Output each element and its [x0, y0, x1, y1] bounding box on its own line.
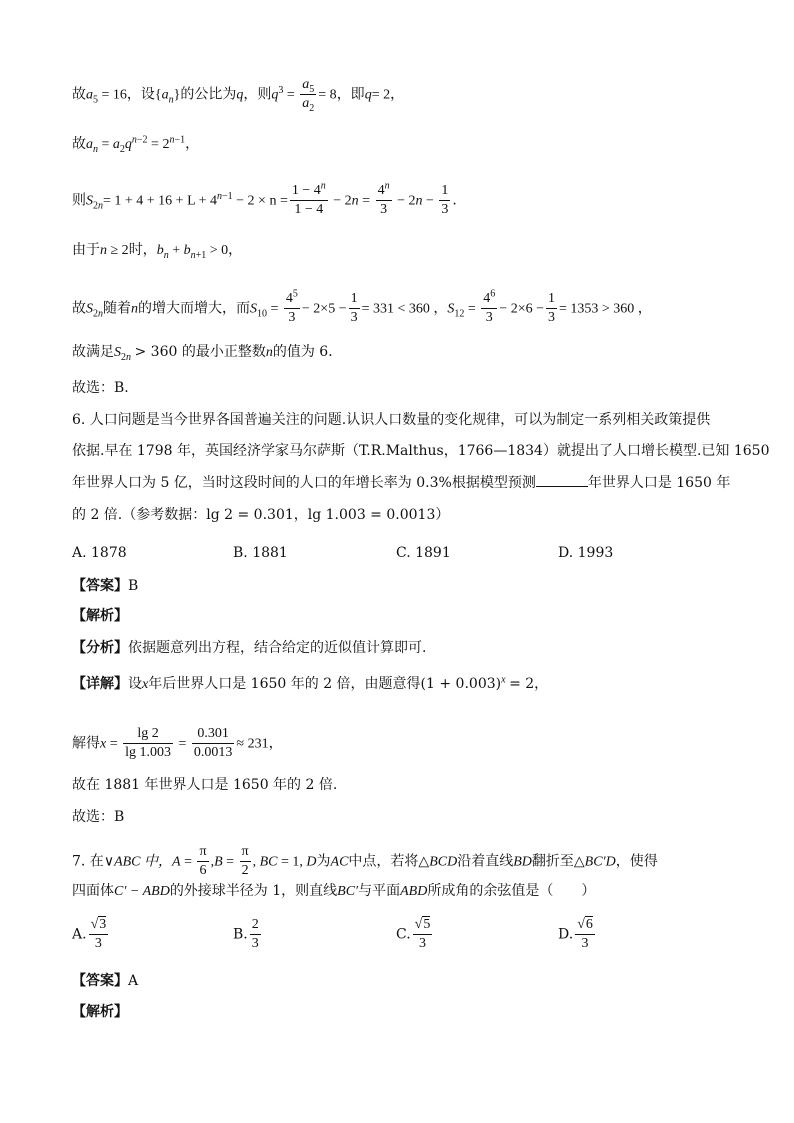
q6-option-a: A. 1878	[72, 545, 127, 561]
option-label: A.	[72, 926, 87, 943]
option-label: D.	[558, 926, 574, 943]
q6-stem-line4: 的 2 倍.（参考数据：lg 2 = 0.301，lg 1.003 = 0.0013）	[72, 507, 450, 523]
xiangjie-tag: 【详解】	[72, 676, 128, 692]
solution-line-a5: 故$a_5 = 16$，设$\{a_n\}$的公比为q，则$q^3$ = $\frac{a_5}{a_2}$ = 8，即q= 2，	[72, 77, 405, 114]
fraction-2-3: $\frac{2}{3}$	[251, 917, 259, 951]
fraction: $\frac{1}{3}$	[547, 291, 555, 325]
fraction: $\frac{1 - 4^n}{1 - 4}$	[291, 180, 326, 217]
text: 的公比为	[180, 86, 237, 103]
text: 的值为 6．	[272, 344, 343, 360]
text: − 2 × n =	[236, 193, 288, 209]
text: − 2×5 −	[301, 301, 347, 317]
text: − 2×6 −	[499, 301, 544, 317]
fraction: $\frac{4^n}{3}$	[377, 180, 390, 217]
text: ，则	[243, 86, 272, 103]
solution-line-bn: 由于n ≥ 2时，$b_n + b_{n+1} > 0$，	[72, 242, 243, 261]
text: = 2，	[509, 676, 549, 692]
choice-line: 故选：B.	[72, 380, 129, 396]
option-label: B.	[233, 926, 248, 943]
text: 设	[128, 676, 142, 692]
text: 则	[72, 192, 86, 209]
fraction: $\frac{1}{3}$	[441, 183, 449, 217]
solution-line-min-n: 故满足$S_{2n} > 360$ 的最小正整数n的值为 6．	[72, 344, 343, 363]
fraction-sqrt5-3: $\frac{√5}{3}$	[414, 917, 431, 951]
text: 年世界人口为 5 亿，当时这段时间的人口的年增长率为 0.3%根据模型预测	[72, 475, 536, 491]
fraction: $\frac{0.301}{0.0013}$	[193, 726, 233, 760]
q7-answer	[72, 971, 138, 991]
fraction-sqrt3-3: $\frac{√3}{3}$	[90, 917, 107, 951]
text: 翻折至	[531, 853, 574, 870]
text: 四面体	[72, 883, 114, 899]
q7-option-c	[396, 916, 434, 953]
text: = 1 + 4 + 16 + L + 4	[103, 193, 218, 209]
q7-analysis-tag: 【解析】	[72, 1004, 128, 1020]
q6-solve-line: 解得x = $\frac{\lg 2}{\lg 1.003}$ = $\frac{0.301}{0.0013}$ ≈ 231，	[72, 726, 283, 760]
fenxi-text: 依据题意列出方程，结合给定的近似值计算即可.	[128, 640, 427, 656]
fenxi-tag: 【分析】	[72, 640, 128, 656]
text: 沿着直线	[457, 853, 514, 870]
q7-option-d	[558, 916, 597, 953]
text: = 331 < 360 ，	[361, 301, 448, 317]
text: 所成角的余弦值是（ ）	[427, 883, 596, 899]
value-a5: 16	[112, 87, 127, 103]
text: 故	[72, 136, 86, 152]
text: = 1353 > 360 ，	[558, 301, 652, 317]
answer-blank	[536, 472, 588, 487]
fraction: $\frac{4^5}{3}$	[285, 288, 298, 325]
text: = 2	[371, 87, 391, 103]
text: ≈ 231，	[236, 736, 283, 752]
text: 故满足	[72, 344, 114, 360]
text: 随着	[103, 300, 131, 317]
fraction: $\frac{4^6}{3}$	[483, 288, 496, 325]
solution-line-an: 故$a_n = a_2q^{n-2} = 2^{n-1}$，	[72, 134, 200, 155]
fraction: $\frac{\pi}{2}$	[241, 844, 249, 878]
text: 由于	[72, 242, 100, 258]
q6-option-b: B. 1881	[233, 545, 288, 561]
answer-value: B	[128, 578, 139, 594]
answer-tag: 【答案】	[72, 973, 128, 989]
q7-stem-line1: 7. 在∨ABC 中，A = $\frac{\pi}{6}$ ,B = $\frac{\pi}{2}$ , BC = 1, D为AC中点，若将△BCD沿着直线BD翻折至△BC′D，使得	[72, 844, 658, 878]
q6-conclusion: 故在 1881 年世界人口是 1650 年的 2 倍.	[72, 777, 338, 793]
q6-xiangjie: 【详解】设x年后世界人口是 1650 年的 2 倍，由题意得$(1 + 0.003)^x = 2$，	[72, 674, 549, 692]
text: 为	[316, 853, 331, 870]
text: ，使得	[615, 853, 658, 870]
q7-option-a	[72, 916, 110, 953]
answer-tag: 【答案】	[72, 578, 128, 594]
solution-line-s2n: 则$S_{2n}= 1 + 4 + 16 + L + 4^{n-1} - 2 \times n$ = $\frac{1 - 4^n}{1 - 4}$ − 2n = $\frac{4^n}{3}$ − 2n − $\frac{1}{3}$ .	[72, 180, 457, 217]
q7-option-b	[233, 916, 263, 953]
q7-stem-line2: 四面体C′ − ABD的外接球半径为 1，则直线BC′与平面ABD所成角的余弦值是（ ）	[72, 883, 596, 899]
solution-line-s10-s12: 故$S_{2n}$随着n的增大而增大，而$S_{10}$ = $\frac{4^5}{3}$ − 2×5 − $\frac{1}{3}$ = 331 < 360 ，$S_{12}$ = $\frac{4^6}{3}$ − 2×6 − $\frac{1}{3}$ = 1353 > 360 ，	[72, 288, 652, 325]
q6-option-c: C. 1891	[396, 545, 451, 561]
text: 年世界人口是 1650 年	[587, 475, 731, 491]
q6-fenxi	[72, 638, 426, 658]
fraction: $\frac{\lg 2}{\lg 1.003}$	[125, 726, 172, 760]
text: 的增大而增大，而	[138, 300, 250, 317]
text: > 0，	[209, 243, 243, 258]
text: 中点，若将	[348, 853, 419, 870]
fraction-sqrt6-3: $\frac{√6}{3}$	[577, 917, 593, 951]
q6-stem-line3	[72, 472, 730, 493]
fraction-a5-a2: $\frac{a_5}{a_2}$	[302, 77, 315, 114]
fraction: $\frac{\pi}{6}$	[199, 844, 207, 878]
text: 的外接球半径为 1，则直线	[169, 883, 338, 899]
text: 年后世界人口是 1650 年的 2 倍，由题意得(1 + 0.003)	[148, 676, 502, 692]
text: ，设	[126, 86, 155, 103]
q6-answer	[72, 576, 138, 596]
text: 时，	[128, 242, 157, 258]
q6-option-d: D. 1993	[558, 545, 614, 561]
option-label: C.	[396, 926, 411, 943]
text: > 360 的最小正整数	[134, 344, 266, 360]
fraction: $\frac{1}{3}$	[350, 291, 358, 325]
q6-stem-line2: 依据.早在 1798 年，英国经济学家马尔萨斯（T.R.Malthus，1766—1834）就提出了人口增长模型.已知 1650	[72, 443, 770, 459]
text: 7. 在	[72, 853, 104, 870]
text: ABC 中，	[114, 854, 173, 870]
text: = 8	[318, 87, 337, 103]
answer-value: A	[128, 973, 139, 989]
text: 解得	[72, 735, 100, 752]
q6-analysis-tag: 【解析】	[72, 608, 128, 624]
text: 故	[72, 86, 86, 103]
text: 与平面	[358, 883, 401, 899]
q6-choice: 故选：B	[72, 809, 125, 825]
text: 故	[72, 300, 86, 317]
q6-stem-line1: 6. 人口问题是当今世界各国普遍关注的问题.认识人口数量的变化规律，可以为制定一系列相关政策提供	[72, 412, 711, 428]
text: ，即	[336, 86, 365, 103]
